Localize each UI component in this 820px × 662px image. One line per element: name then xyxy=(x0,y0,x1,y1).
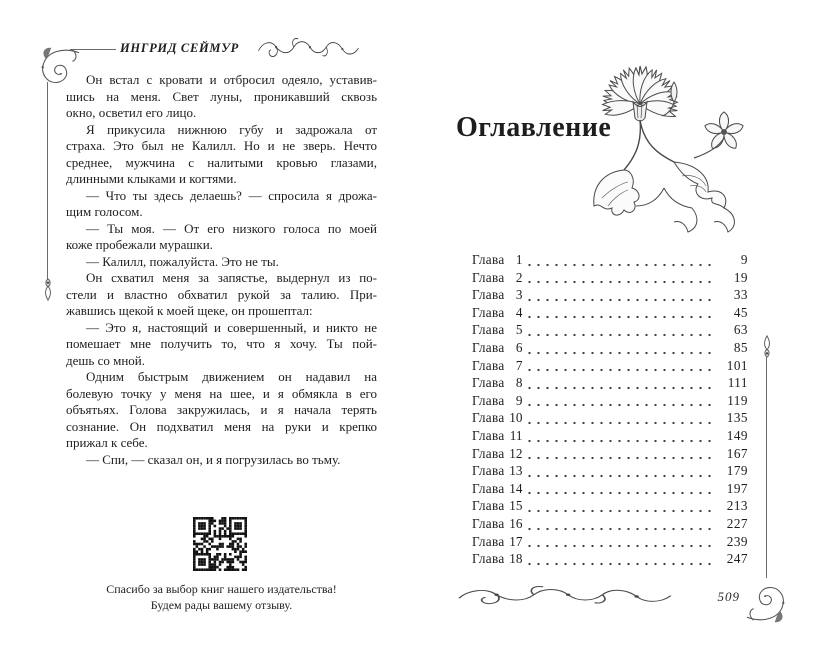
text-line: — Калилл, пожалуйста. Это не ты. xyxy=(86,253,279,269)
dot-leader xyxy=(525,428,711,446)
text-line: болевую точку у меня на шее, и я обмякла в его xyxy=(66,385,377,401)
dot-leader xyxy=(525,358,711,376)
toc-row xyxy=(472,287,748,305)
page-ref: 111 xyxy=(727,375,748,391)
text-line: шись на меня. Свет луны, проникавший сквозь xyxy=(66,88,377,104)
dot-leader xyxy=(525,534,711,552)
chapter-label: Глава xyxy=(472,287,505,303)
qr-code xyxy=(193,517,247,571)
text-line: помешает мне получить то, что я хочу. Ты пой- xyxy=(66,336,377,351)
dot-leader xyxy=(525,287,711,305)
chapter-label: Глава xyxy=(472,515,505,531)
toc-row xyxy=(472,481,748,499)
page-ref: 227 xyxy=(726,515,748,531)
chapter-number: 14 xyxy=(509,480,523,496)
chapter-label: Глава xyxy=(472,252,505,267)
text-line: коже пробежали мурашки. xyxy=(66,237,213,252)
dot-leader xyxy=(525,340,711,358)
dot-leader xyxy=(525,463,711,481)
page-ref: 45 xyxy=(733,304,748,320)
toc-row xyxy=(472,358,748,376)
page-ref: 19 xyxy=(733,269,748,285)
chapter-number: 16 xyxy=(509,515,523,531)
chapter-label: Глава xyxy=(472,392,505,408)
toc-row xyxy=(472,534,748,552)
chapter-label: Глава xyxy=(472,357,505,373)
page-ref: 63 xyxy=(733,322,748,338)
paragraph xyxy=(66,452,377,469)
chapter-number: 18 xyxy=(509,551,523,567)
dot-leader xyxy=(525,252,711,270)
text-line: — Что ты здесь делаешь? — спросила я дрожа- xyxy=(86,187,377,203)
text-line: стели и властно обхватил рукой за талию. При- xyxy=(66,286,377,302)
pendant-ornament-icon xyxy=(760,334,774,358)
chapter-number: 12 xyxy=(509,445,523,461)
paragraph xyxy=(66,369,377,452)
dot-leader xyxy=(525,516,711,534)
dot-leader xyxy=(525,551,711,569)
page-ref: 33 xyxy=(733,287,748,303)
toc-row xyxy=(472,516,748,534)
page-ref: 9 xyxy=(740,252,748,267)
toc-row xyxy=(472,446,748,464)
chapter-number: 4 xyxy=(515,304,523,320)
toc-row xyxy=(472,322,748,340)
chapter-number: 13 xyxy=(509,463,523,479)
paragraph xyxy=(66,320,377,370)
page-ref: 213 xyxy=(726,498,748,514)
text-line: Он встал с кровати и отбросил одеяло, уставив- xyxy=(86,72,377,87)
text-line: дешь со мной. xyxy=(66,352,145,368)
text-line: среднее, мужчина с налитыми кровью глазами, xyxy=(66,154,377,170)
chapter-label: Глава xyxy=(472,463,505,479)
text-line: прижал к себе. xyxy=(66,435,148,450)
dot-leader xyxy=(525,410,711,428)
text-line: окно, осветил его лицо. xyxy=(66,105,197,120)
toc-row xyxy=(472,393,748,411)
chapter-label: Глава xyxy=(472,339,505,355)
text-line: Одним быстрым движением он надавил на xyxy=(86,369,377,384)
text-line: — Спи, — сказал он, и я погрузилась во тьму. xyxy=(86,451,341,467)
page-ref: 179 xyxy=(726,463,748,479)
paragraph xyxy=(66,221,377,254)
right-rule xyxy=(766,356,767,578)
chapter-number: 8 xyxy=(515,375,523,391)
toc-row xyxy=(472,252,748,270)
paragraph xyxy=(66,254,377,271)
dot-leader xyxy=(525,446,711,464)
dot-leader xyxy=(525,270,711,288)
dot-leader xyxy=(525,322,711,340)
paragraph xyxy=(66,188,377,221)
chapter-label: Глава xyxy=(472,551,505,567)
left-page xyxy=(66,40,377,468)
chapter-number: 1 xyxy=(515,252,523,267)
page-ref: 197 xyxy=(726,480,748,496)
chapter-label: Глава xyxy=(472,375,505,391)
text-line: щим голосом. xyxy=(66,204,143,219)
dot-leader xyxy=(525,375,711,393)
toc-row xyxy=(472,498,748,516)
text-line: Он схватил меня за запястье, выдернул из по- xyxy=(86,270,377,285)
chapter-number: 17 xyxy=(509,533,523,549)
text-line: страха. Это был не Калилл. Но и не зверь. Нечто xyxy=(66,138,377,153)
chapter-label: Глава xyxy=(472,269,505,285)
scroll-ornament-icon xyxy=(456,586,674,607)
footer-line: Будем рады вашему отзыву. xyxy=(150,597,293,612)
chapter-label: Глава xyxy=(472,480,505,496)
text-line: объятьях. Голова закружилась, и я начала терять xyxy=(66,402,377,417)
running-header xyxy=(66,40,377,58)
chapter-label: Глава xyxy=(472,427,505,443)
page-number: 509 xyxy=(717,589,740,604)
chapter-number: 9 xyxy=(515,392,523,408)
page-ref: 167 xyxy=(726,445,748,461)
text-line: сознание. Он подхватил меня на руки и крепко xyxy=(66,418,377,434)
paragraph xyxy=(66,122,377,188)
page-ref: 101 xyxy=(726,357,748,373)
text-line: — Это я, настоящий и совершенный, и никто не xyxy=(86,319,377,335)
chapter-number: 7 xyxy=(515,357,523,373)
paragraph xyxy=(66,72,377,122)
chapter-label: Глава xyxy=(472,445,505,461)
page-ref: 239 xyxy=(726,533,748,549)
table-of-contents xyxy=(472,252,748,569)
page-ref: 135 xyxy=(726,410,748,426)
chapter-label: Глава xyxy=(472,533,505,549)
toc-title: Оглавление xyxy=(456,112,612,143)
toc-row xyxy=(472,305,748,323)
left-rule xyxy=(47,82,48,280)
publisher-footer xyxy=(66,582,377,613)
chapter-label: Глава xyxy=(472,322,505,338)
chapter-number: 5 xyxy=(515,322,523,338)
chapter-label: Глава xyxy=(472,498,505,514)
toc-row xyxy=(472,551,748,569)
chapter-label: Глава xyxy=(472,304,505,320)
toc-row xyxy=(472,340,748,358)
corner-flourish-icon xyxy=(744,578,790,624)
chapter-number: 6 xyxy=(515,339,523,355)
page-ref: 119 xyxy=(727,392,748,408)
flower-engraving-icon xyxy=(578,58,770,236)
page-ref: 149 xyxy=(726,427,748,443)
dot-leader xyxy=(525,305,711,323)
page-ref: 85 xyxy=(733,339,748,355)
chapter-number: 15 xyxy=(509,498,523,514)
toc-row xyxy=(472,463,748,481)
toc-row xyxy=(472,270,748,288)
chapter-label: Глава xyxy=(472,410,505,426)
dot-leader xyxy=(525,498,711,516)
toc-row xyxy=(472,375,748,393)
dot-leader xyxy=(525,393,711,411)
chapter-number: 10 xyxy=(509,410,523,426)
toc-row xyxy=(472,410,748,428)
chapter-number: 3 xyxy=(515,287,523,303)
pendant-ornament-icon xyxy=(41,278,55,302)
text-line: жавшись щекой к моей щеке, он прошептал: xyxy=(66,303,313,318)
body-text xyxy=(66,72,377,468)
page-ref: 247 xyxy=(726,551,748,567)
footer-line: Спасибо за выбор книг нашего издательства! xyxy=(106,582,337,596)
text-line: Я прикусила нижнюю губу и задрожала от xyxy=(86,121,377,137)
author-name: ИНГРИД СЕЙМУР xyxy=(120,41,239,55)
scroll-ornament-icon xyxy=(257,38,360,60)
chapter-number: 11 xyxy=(509,427,523,443)
toc-row xyxy=(472,428,748,446)
chapter-number: 2 xyxy=(515,269,523,285)
dot-leader xyxy=(525,481,711,499)
paragraph xyxy=(66,270,377,320)
text-line: длинными клыками и когтями. xyxy=(66,171,237,186)
text-line: — Ты моя. — От его низкого голоса по моей xyxy=(86,220,377,236)
header-rule xyxy=(70,49,116,50)
